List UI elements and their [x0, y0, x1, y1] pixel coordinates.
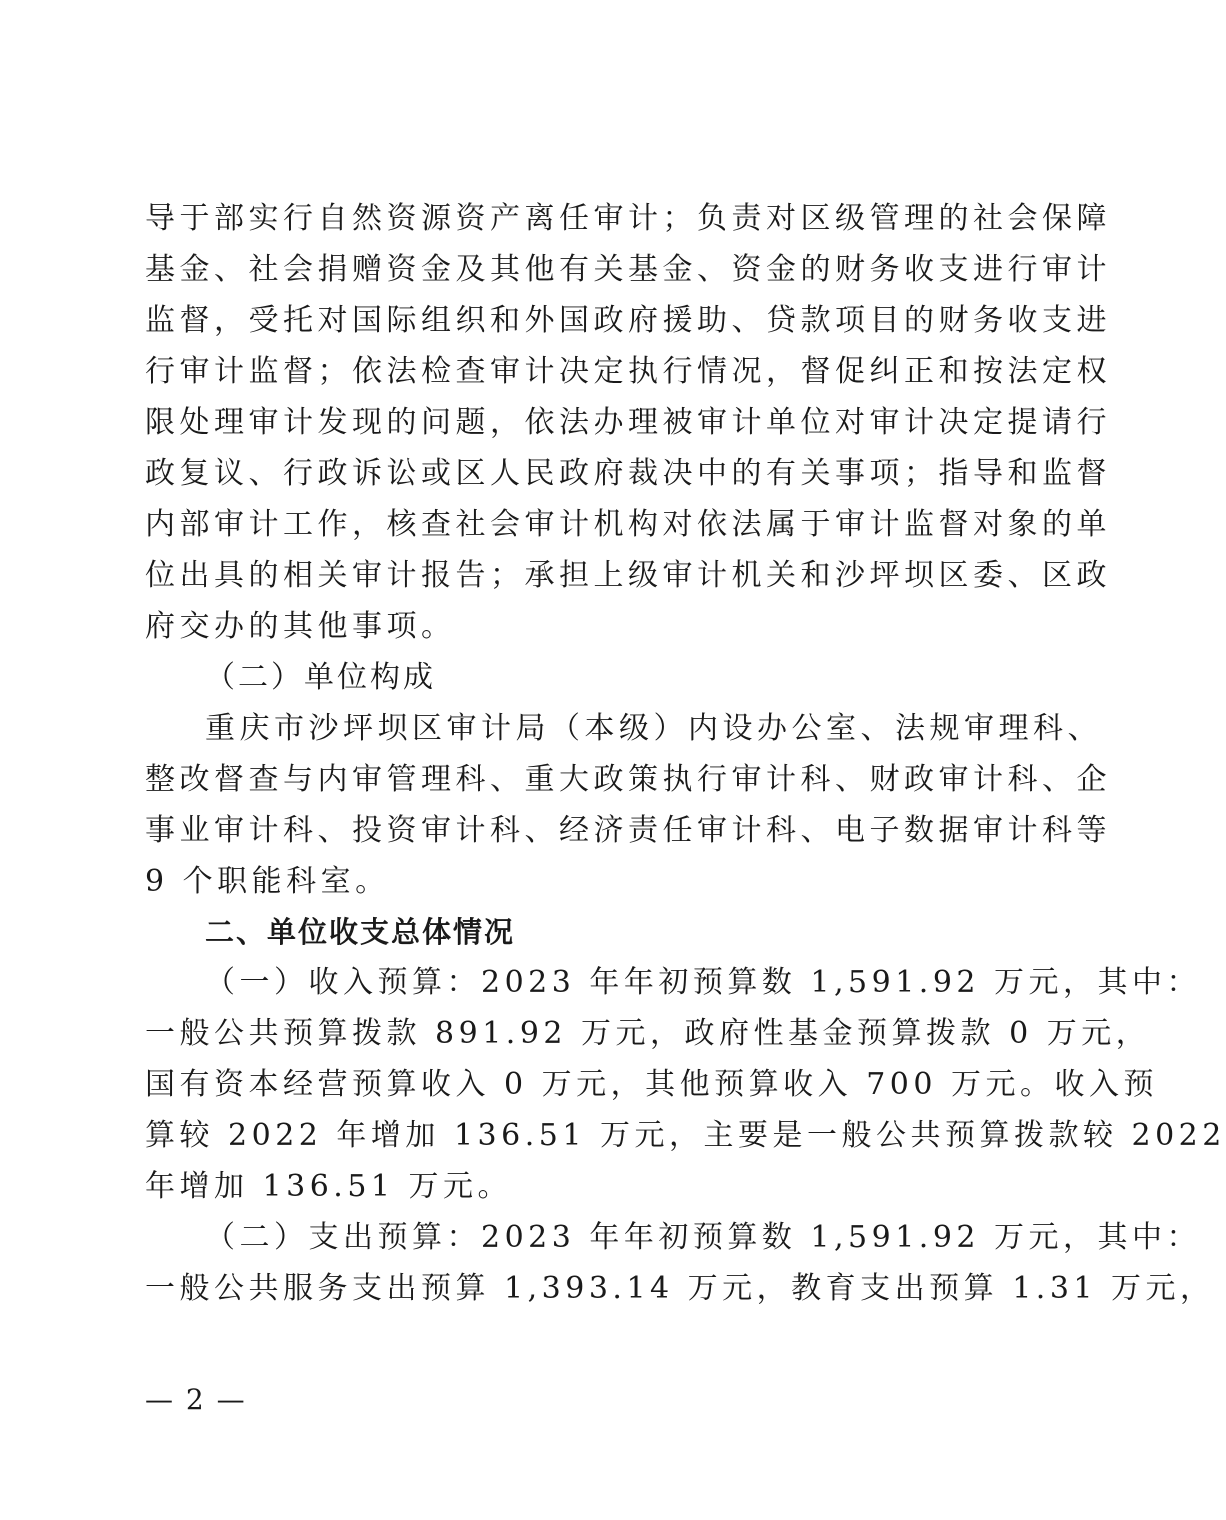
body-line: 内部审计工作，核查社会审计机构对依法属于审计监督对象的单 [145, 507, 1111, 542]
body-line: 限处理审计发现的问题，依法办理被审计单位对审计决定提请行 [145, 405, 1111, 440]
body-line: 一般公共预算拨款 891.92 万元，政府性基金预算拨款 0 万元， [145, 1016, 1151, 1051]
body-line: 监督，受托对国际组织和外国政府援助、贷款项目的财务收支进 [145, 303, 1111, 338]
body-line: （一）收入预算：2023 年年初预算数 1,591.92 万元，其中： [205, 965, 1202, 1000]
body-line: （二）支出预算：2023 年年初预算数 1,591.92 万元，其中： [205, 1220, 1202, 1255]
body-line: 位出具的相关审计报告；承担上级审计机关和沙坪坝区委、区政 [145, 558, 1111, 593]
body-line: 国有资本经营预算收入 0 万元，其他预算收入 700 万元。收入预 [145, 1067, 1158, 1102]
body-line: 基金、社会捐赠资金及其他有关基金、资金的财务收支进行审计 [145, 252, 1111, 287]
body-line: 重庆市沙坪坝区审计局（本级）内设办公室、法规审理科、 [205, 711, 1102, 746]
section-heading: 二、单位收支总体情况 [205, 915, 516, 949]
body-line: 年增加 136.51 万元。 [145, 1169, 513, 1204]
body-line: 行审计监督；依法检查审计决定执行情况，督促纠正和按法定权 [145, 354, 1111, 389]
body-line: 算较 2022 年增加 136.51 万元，主要是一般公共预算拨款较 2022 [145, 1118, 1226, 1153]
body-line: 政复议、行政诉讼或区人民政府裁决中的有关事项；指导和监督 [145, 456, 1111, 491]
body-line: 整改督查与内审管理科、重大政策执行审计科、财政审计科、企 [145, 762, 1111, 797]
body-line: 导于部实行自然资源资产离任审计；负责对区级管理的社会保障 [145, 201, 1111, 236]
body-line: 一般公共服务支出预算 1,393.14 万元，教育支出预算 1.31 万元， [145, 1271, 1215, 1306]
page-number: — 2 — [145, 1383, 247, 1416]
section-subheading: （二）单位构成 [205, 660, 436, 695]
body-line: 事业审计科、投资审计科、经济责任审计科、电子数据审计科等 [145, 813, 1111, 848]
body-line: 9 个职能科室。 [145, 864, 390, 899]
body-line: 府交办的其他事项。 [145, 609, 456, 644]
